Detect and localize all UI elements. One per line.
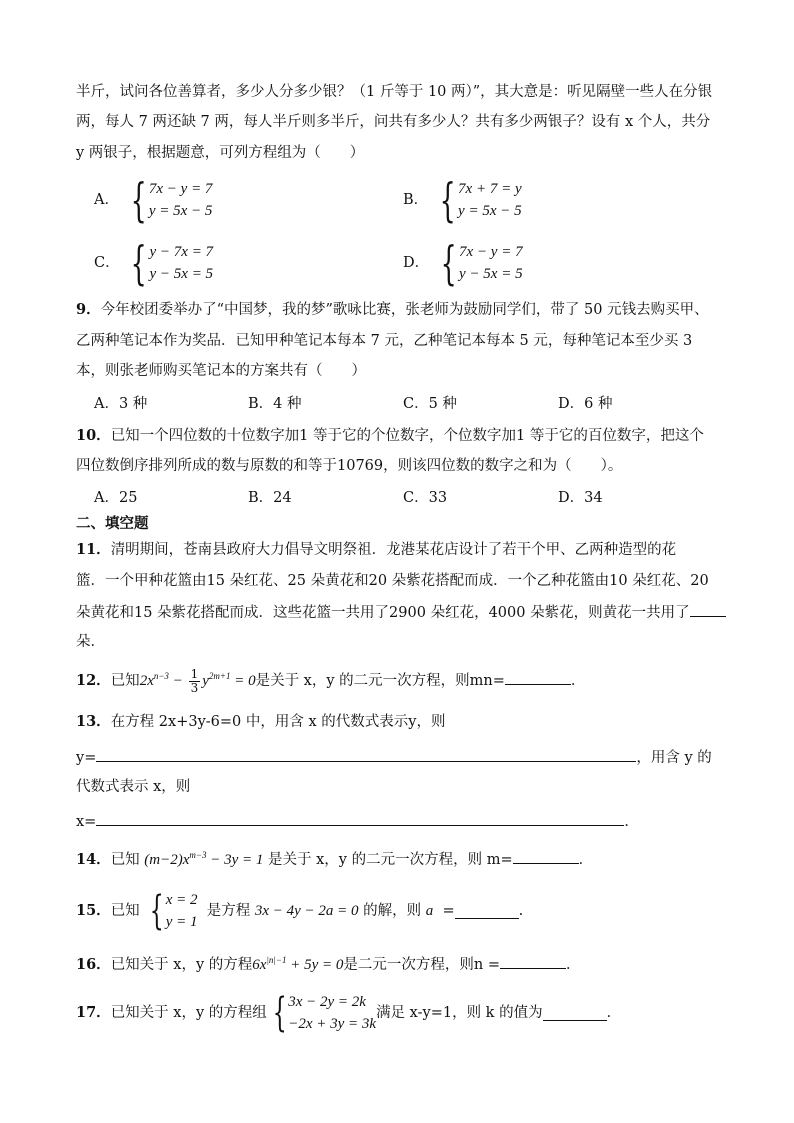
equation-system: { 7x − y = 7 y = 5x − 5 [130,173,213,227]
equation: y = 5x − 5 [148,203,213,219]
question-number: 17． [76,1004,111,1021]
q15-line: 15． 已知 { x = 2 y = 1 是方程 3x − 4y − 2a = 0 的解，则 a = . [76,888,524,934]
q9-option-d: D．6 种 [558,396,613,412]
q9-line2: 乙两种笔记本作为奖品．已知甲种笔记本每本 7 元，乙种笔记本每本 5 元，每种笔记本至少买 3 [76,333,693,349]
equation: $6x^{|n|-1} + 5y = 0$ [252,955,344,973]
answer-blank[interactable] [455,904,519,919]
q11-line4: 朵． [76,634,105,650]
q9-option-a: A．3 种 [94,396,148,412]
question-number: 13． [76,713,111,730]
equation: x = 2 [165,892,198,908]
question-number: 9． [76,301,101,318]
option-label: C． [94,255,120,271]
equation: y = 1 [165,914,198,930]
equation-system: { 7x − y = 7 y − 5x = 5 [440,236,523,290]
answer-blank[interactable] [543,1006,607,1021]
q8-option-d [403,236,523,290]
equation: y − 5x = 5 [459,266,523,282]
equation-system: { x = 2 y = 1 [150,888,198,934]
equation: 7x + 7 = y [458,181,522,197]
option-label: B． [403,192,429,208]
q16-line: 16．已知关于 x，y 的方程$6x^{|n|-1} + 5y = 0$是二元一次方程，则n = ． [76,955,581,973]
q9-option-b: B．4 种 [248,396,302,412]
q9-option-c: C．5 种 [403,396,457,412]
question-number: 10． [76,427,111,444]
q10-line1: 10．已知一个四位数的十位数字加1 等于它的个位数字，个位数字加1 等于它的百位数字，把这个 [76,427,704,444]
equation: y − 5x = 5 [149,266,214,282]
q12-line: 12．已知$2x^{n-3}$ − $\frac{1}{3}$ $y^{2m+1} = 0$是关于 x，y 的二元一次方程，则mn= ． [76,666,586,695]
equation-system: { y − 7x = 7 y − 5x = 5 [130,236,214,290]
q8-line3: y 两银子，根据题意，可列方程组为（ ） [76,145,365,161]
answer-blank[interactable] [690,602,726,617]
q13-line1: 13．在方程 2x+3y-6=0 中，用含 x 的代数式表示y，则 [76,713,446,730]
answer-blank[interactable] [513,849,579,864]
equation-system: { 7x + 7 = y y = 5x − 5 [439,173,522,227]
q10-option-d: D．34 [558,490,603,506]
q13-line2: y= ，用含 y 的 [76,747,726,768]
q17-line: 17． 已知关于 x，y 的方程组 { 3x − 2y = 2k −2x + 3y = 3k 满足 x-y=1，则 k 的值为 ． [76,990,622,1036]
q11-line2: 篮．一个甲种花篮由15 朵红花、25 朵黄花和20 朵紫花搭配而成．一个乙种花篮由10 朵红花、20 [76,573,709,589]
equation: −2x + 3y = 3k [288,1016,377,1032]
question-number: 16． [76,956,111,973]
q8-line2: 两，每人 7 两还缺 7 两，每人半斤则多半斤，问共有多少人？共有多少两银子？设有 x 个人，共分 [76,114,711,130]
q11-line3: 朵黄花和15 朵紫花搭配而成．这些花篮一共用了2900 朵红花，4000 朵紫花，则黄花一共用了 [76,602,726,623]
q8-option-b [403,173,522,227]
q10-option-c: C．33 [403,490,448,506]
equation: $2x^{n-3}$ − [139,671,187,689]
equation: $y^{2m+1} = 0$ [202,671,256,689]
option-label: D． [403,255,430,271]
equation-system: { 3x − 2y = 2k −2x + 3y = 3k [272,990,377,1036]
answer-blank[interactable] [96,747,636,762]
q10-option-b: B．24 [248,490,292,506]
equation: y = 5x − 5 [458,203,522,219]
equation: 7x − y = 7 [148,181,213,197]
section-heading: 二、填空题 [76,515,149,532]
question-number: 11． [76,541,111,558]
fraction: $\frac{1}{3}$ [190,666,199,695]
equation: 3x − 4y − 2a = 0 [254,903,359,919]
option-label: A． [94,192,119,208]
equation: y − 7x = 7 [149,244,214,260]
q9-line1: 9．今年校团委举办了“中国梦，我的梦”歌咏比赛，张老师为鼓励同学们，带了 50 元钱去购买甲、 [76,301,709,318]
q9-line3: 本，则张老师购买笔记本的方案共有（ ） [76,363,366,379]
q10-option-a: A．25 [94,490,138,506]
q11-line1: 11．清明期间，苍南县政府大力倡导文明祭祖．龙港某花店设计了若干个甲、乙两种造型的花 [76,541,677,558]
answer-blank[interactable] [500,954,566,969]
q8-option-a [94,173,213,227]
q13-line4: x= ． [76,811,726,832]
question-number: 12． [76,672,111,689]
question-number: 14． [76,851,111,868]
answer-blank[interactable] [505,670,571,685]
q8-line1: 半斤，试问各位善算者，多少人分多少银？（1 斤等于 10 两）”，其大意是：听见隔壁一些人在分银 [76,84,713,100]
q13-line3: 代数式表示 x，则 [76,779,191,795]
equation: $(m-2)x^{m-3} - 3y = 1$ [144,850,264,868]
equation: 7x − y = 7 [459,244,523,260]
question-number: 15． [76,902,111,919]
q8-option-c [94,236,214,290]
equation: 3x − 2y = 2k [288,994,366,1010]
q14-line: 14．已知 $(m-2)x^{m-3} - 3y = 1$ 是关于 x，y 的二元一次方程，则 m= ． [76,850,594,868]
q10-line2: 四位数倒序排列所成的数与原数的和等于10769，则该四位数的数字之和为（ ）。 [76,458,623,474]
answer-blank[interactable] [96,811,624,826]
